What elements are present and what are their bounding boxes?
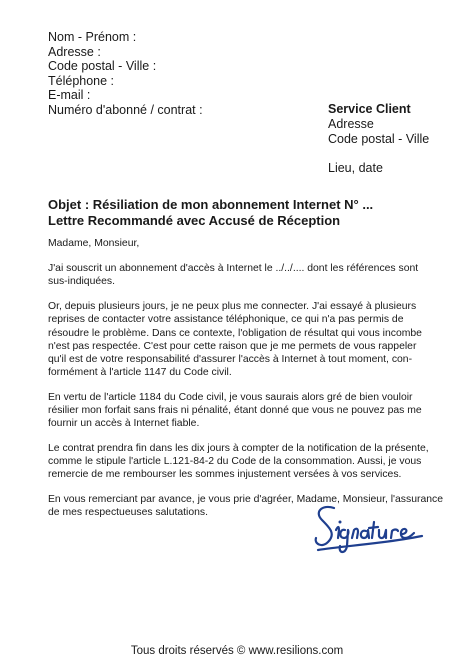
recipient-block (328, 102, 429, 176)
recipient-name: Service Client (328, 102, 411, 116)
paragraph-line: formément à l'article 1147 du Code civil. (48, 367, 232, 379)
subject-block (48, 197, 373, 228)
paragraph-line: qu'il est de votre responsabilité d'assurer l'accès à Internet à tout moment, con- (48, 353, 413, 365)
sender-postcode-city-line: Code postal - Ville : (48, 59, 157, 74)
paragraph-line: de mes respectueuses salutations. (48, 507, 208, 519)
letter-body (48, 237, 443, 531)
delivery-method-line: Lettre Recommandé avec Accusé de Réception (48, 212, 341, 228)
paragraph-line: sus-indiquées. (48, 276, 116, 288)
paragraph-line: En vertu de l'article 1184 du Code civil, je vous saurais alors gré de bien vouloir (48, 391, 413, 403)
recipient-city: Code postal - Ville (328, 132, 430, 147)
paragraph-line: Or, depuis plusieurs jours, je ne peux plus me connecter. J'ai essayé à plusieurs (48, 301, 417, 313)
paragraph-contract-end (48, 442, 438, 482)
place-date: Lieu, date (328, 160, 383, 175)
paragraph-line: remercie de me rembourser les sommes injustement versées à vos services. (48, 469, 402, 481)
paragraph-line: J'ai souscrit un abonnement d'accès à Internet le ../../.... dont les références sont (48, 263, 419, 275)
paragraph-line: comme le stipule l'article L.121-84-2 du Code de la consommation. Aussi, je vous (48, 456, 422, 468)
sender-email-line: E-mail : (48, 88, 91, 103)
paragraph-line: Le contrat prendra fin dans les dix jours à compter de la notification de la présente, (48, 442, 429, 454)
paragraph-termination-request (48, 391, 438, 431)
sender-phone-line: Téléphone : (48, 73, 115, 88)
paragraph-line: n'est pas respectée. C'est pour cette raison que je me permets de vous rappeler (48, 340, 417, 352)
footer-copyright: Tous droits réservés © www.resilions.com (130, 645, 344, 657)
paragraph-line: résoudre le problème. Dans ce contexte, l'obligation de résultat qui vous incombe (48, 327, 422, 339)
paragraph-line: reprises de contacter votre assistance téléphonique, ce qui n'a pas permis de (48, 314, 404, 326)
paragraph-line: En vous remerciant par avance, je vous prie d'agréer, Madame, Monsieur, l'assurance (48, 494, 443, 506)
paragraph-connection-issue (48, 300, 438, 379)
sender-address-line: Adresse : (48, 44, 101, 59)
paragraph-line: résilier mon forfait sans frais ni pénalité, étant donné que vous ne pouvez pas me (48, 405, 422, 417)
greeting: Madame, Monsieur, (48, 238, 140, 249)
handwritten-signature (312, 500, 432, 558)
paragraph-subscription (48, 262, 438, 288)
subject-line: Objet : Résiliation de mon abonnement Internet N° ... (48, 197, 374, 212)
sender-contract-line: Numéro d'abonné / contrat : (48, 102, 203, 117)
sender-name-line: Nom - Prénom : (48, 30, 137, 44)
paragraph-line: fournir un accès à Internet fiable. (48, 418, 200, 430)
recipient-address: Adresse (328, 117, 374, 132)
sender-block (48, 30, 203, 118)
